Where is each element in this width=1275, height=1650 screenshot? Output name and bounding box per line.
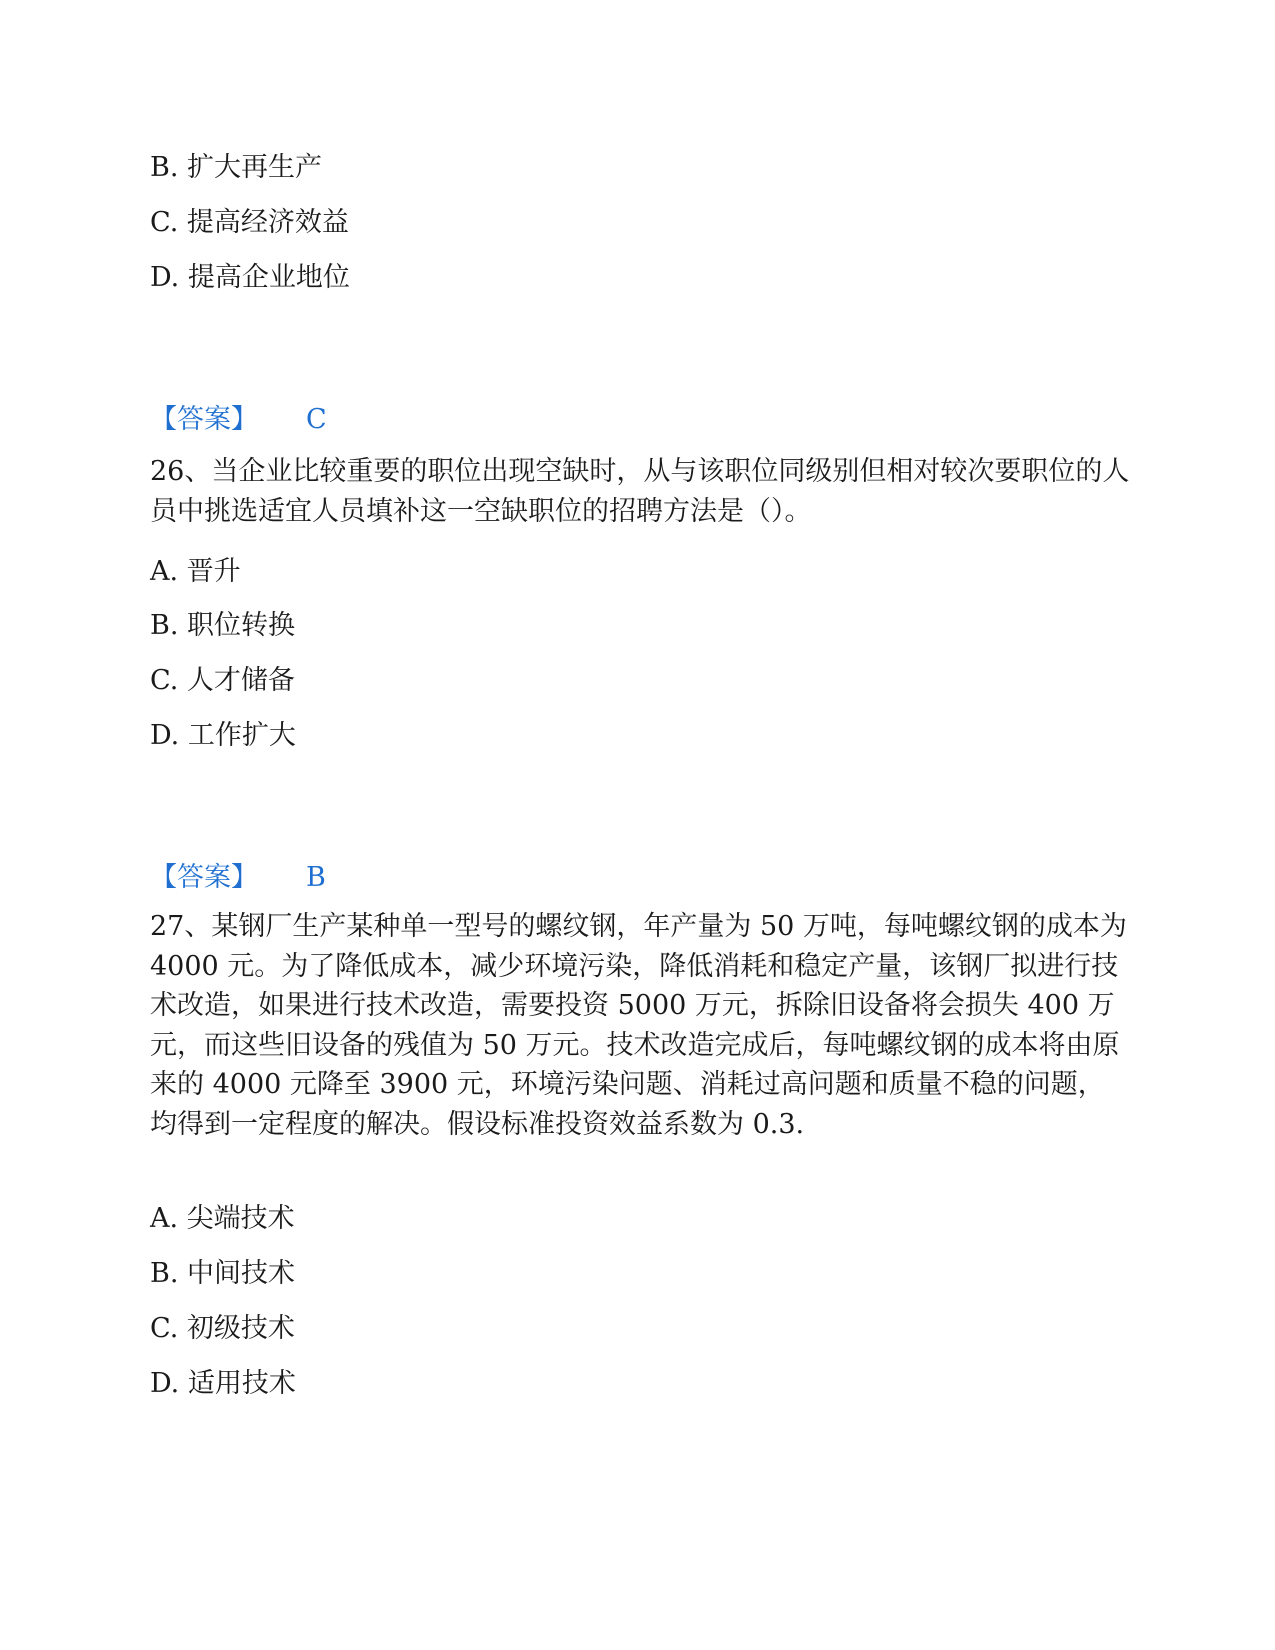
- q27-option-d: D. 适用技术: [150, 1368, 296, 1399]
- q27-option-a: A. 尖端技术: [150, 1203, 295, 1234]
- q26-answer-value: B: [306, 862, 326, 893]
- q26-answer: [150, 862, 326, 894]
- q27-option-b: B. 中间技术: [150, 1258, 296, 1289]
- q26-option-a: A. 晋升: [150, 556, 241, 587]
- q25-answer-label: 【答案】: [150, 404, 258, 435]
- q26-option-b: B. 职位转换: [150, 610, 296, 641]
- q27-question: 27、某钢厂生产某种单一型号的螺纹钢，年产量为 50 万吨，每吨螺纹钢的成本为 4000 元。为了降低成本，减少环境污染，降低消耗和稳定产量，该钢厂拟进行技术改造，如果进行技术改造，需要投资 5000 万元，拆除旧设备将会损失 400 万元，而这些旧设备的残值为 50 万元。技术改造完成后，每吨螺纹钢的成本将由原来的 4000 元降至 3900 元，环境污染问题、消耗过高问题和质量不稳的问题，均得到一定程度的解决。假设标准投资效益系数为 0.3.: [150, 911, 1127, 1140]
- q26-answer-label: 【答案】: [150, 862, 258, 893]
- q25-answer: [150, 404, 327, 436]
- q26-question: 26、当企业比较重要的职位出现空缺时，从与该职位同级别但相对较次要职位的人员中挑选适宜人员填补这一空缺职位的招聘方法是（）。: [150, 456, 1130, 527]
- q26-option-c: C. 人才储备: [150, 665, 295, 696]
- q25-option-d: D. 提高企业地位: [150, 262, 350, 293]
- q26-option-d: D. 工作扩大: [150, 720, 296, 751]
- q25-option-b: B. 扩大再生产: [150, 152, 323, 183]
- q25-option-c: C. 提高经济效益: [150, 207, 349, 238]
- q25-answer-value: C: [306, 404, 327, 435]
- q27-option-c: C. 初级技术: [150, 1313, 295, 1344]
